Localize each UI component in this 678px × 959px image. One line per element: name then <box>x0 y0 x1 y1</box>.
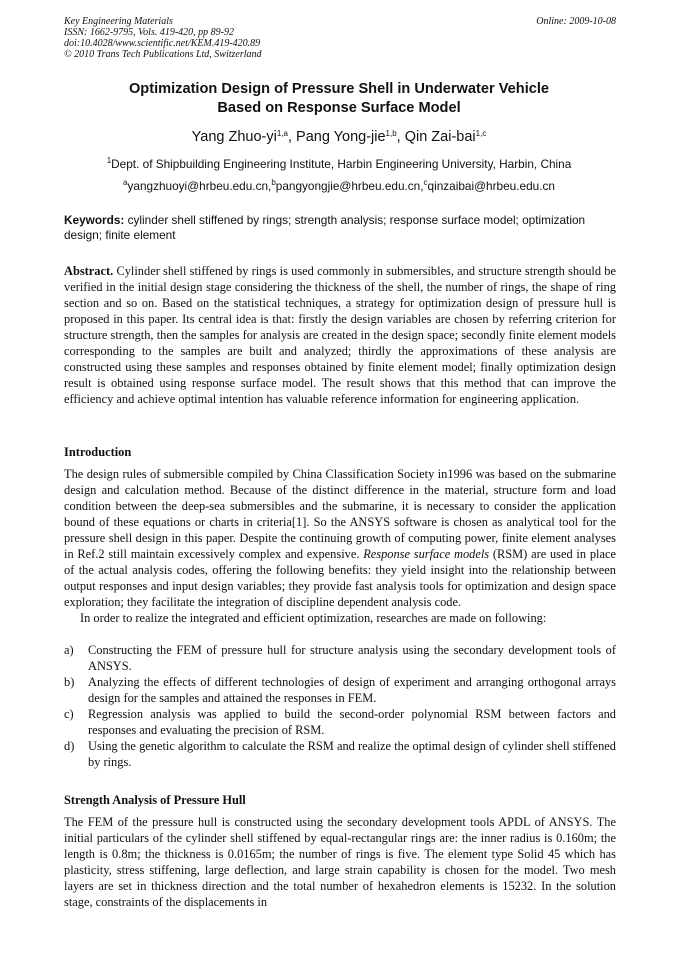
online-date: Online: 2009-10-08 <box>536 16 616 27</box>
list-marker: b) <box>64 675 75 689</box>
author-1-sup: 1,a <box>276 129 288 138</box>
introduction-paragraph <box>64 466 616 626</box>
list-item-text: Using the genetic algorithm to calculate the RSM and realize the optimal design of cylinder shell stiffened by rings. <box>88 739 616 769</box>
running-header <box>64 16 616 60</box>
list-marker: d) <box>64 739 75 753</box>
email-list <box>64 178 614 194</box>
author-2-sup: 1,b <box>385 129 397 138</box>
keywords <box>64 213 616 243</box>
author-1: Yang Zhuo-yi <box>191 129 277 145</box>
list-item <box>64 706 616 738</box>
affiliation-sup: 1 <box>106 156 112 165</box>
email-a-sup: a <box>123 178 128 187</box>
intro-emphasis: Response surface models <box>363 547 490 561</box>
list-item <box>64 738 616 770</box>
affiliation-text: Dept. of Shipbuilding Engineering Institute, Harbin Engineering University, Harbin, China <box>111 157 572 171</box>
author-2: Pang Yong-jie <box>296 129 386 145</box>
introduction-heading: Introduction <box>64 445 132 459</box>
intro-paragraph-2: In order to realize the integrated and efficient optimization, researches are made on following: <box>80 611 547 625</box>
objectives-list <box>64 642 616 770</box>
issn-line: ISSN: 1662-9795, Vols. 419-420, pp 89-92 <box>64 27 234 38</box>
keywords-label: Keywords: <box>64 213 125 227</box>
paper-title <box>64 80 614 118</box>
list-item-text: Analyzing the effects of different technologies of design of experiment and arranging orthogonal arrays design for the samples and attained the responses in FEM. <box>88 675 616 705</box>
strength-analysis-paragraph: The FEM of the pressure hull is constructed using the secondary development tools APDL of ANSYS. The initial particulars of the cylinder shell stiffened by equal-rectangular rings are: the inner radius is 0.160m; the length is 0.8m; the thickness is 0.0165m; the number of rings is five. The element type Solid 45 which has plasticity, stress stiffening, large deflection, and large strain capability is chosen for the model. Two mesh layers are set in thickness direction and the total number of hexahedron elements is 15232. In the solution stage, constraints of the displacements in <box>64 815 616 909</box>
intro-text-b: (RSM) are used in place of the actual analysis codes, offering the following benefits: they yield insight into the relationship between output responses and input design variables; they provide fast analysis tools for optimization and design space exploration; they facilitate the integration of discipline dependent analysis code. <box>64 547 616 609</box>
author-list: Yang Zhuo-yi$^{1,a}$, Pang Yong-jie$^{1,b}$, Qin Zai-bai$^{1,c}$ <box>191 129 487 145</box>
list-item-text: Constructing the FEM of pressure hull for structure analysis using the secondary development tools of ANSYS. <box>88 643 616 673</box>
list-item <box>64 674 616 706</box>
email-b-sup: b <box>271 178 276 187</box>
list-marker: a) <box>64 643 74 657</box>
copyright-line: © 2010 Trans Tech Publications Ltd, Switzerland <box>64 49 262 60</box>
affiliation <box>64 156 614 172</box>
list-item <box>64 642 616 674</box>
author-3-sup: 1,c <box>475 129 487 138</box>
abstract-text: Cylinder shell stiffened by rings is used commonly in submersibles, and structure strength should be verified in the initial design stage considering the thickness of the shell, the number of rings, the shape of ring section and so on. Based on the statistical techniques, a strategy for optimization design of pressure hull is proposed in this paper. Its central idea is that: firstly the design variables are chosen by referring criterion for structure strength, then the samples for analysis are created in the design space; secondly finite element models corresponding to the samples are built and analyzed; thirdly the approximations of these analysis are constructed using these samples and responses obtained by finite element model; finally optimization design result is obtained using response surface model. The result shows that this method that can improve the efficiency and achieve optimal intention has valuable reference information for engineering application. <box>64 264 616 406</box>
strength-analysis-heading: Strength Analysis of Pressure Hull <box>64 793 246 807</box>
author-3: Qin Zai-bai <box>404 129 476 145</box>
doi-line: doi:10.4028/www.scientific.net/KEM.419-420.89 <box>64 38 261 49</box>
keywords-text: cylinder shell stiffened by rings; strength analysis; response surface model; optimization design; finite element <box>64 213 586 242</box>
email-b[interactable]: pangyongjie@hrbeu.edu.cn, <box>275 179 424 193</box>
abstract-label: Abstract. <box>64 264 114 278</box>
email-a[interactable]: yangzhuoyi@hrbeu.edu.cn, <box>127 179 272 193</box>
title-line-2: Based on Response Surface Model <box>217 100 461 116</box>
email-c-sup: c <box>423 178 428 187</box>
list-item-text: Regression analysis was applied to build the second-order polynomial RSM between factors and responses and evaluating the precision of RSM. <box>88 707 616 737</box>
list-marker: c) <box>64 707 74 721</box>
abstract <box>64 263 616 407</box>
email-c[interactable]: qinzaibai@hrbeu.edu.cn <box>427 179 555 193</box>
title-line-1: Optimization Design of Pressure Shell in Underwater Vehicle <box>128 81 550 97</box>
intro-text-a: The design rules of submersible compiled by China Classification Society in1996 was based on the submarine design and calculation method. Because of the distinct difference in the material, structure form and load condition between the deep-sea submersibles and the submarine, it is necessary to consider the application bound of these equations or charts in criteria[1]. So the ANSYS software is chosen as analytical tool for the pressure shell design in this paper. Despite the continuing growth of computing power, finite element analyses in Ref.2 still maintain excessively complex and expensive. <box>64 467 616 561</box>
journal-name: Key Engineering Materials <box>64 16 173 27</box>
